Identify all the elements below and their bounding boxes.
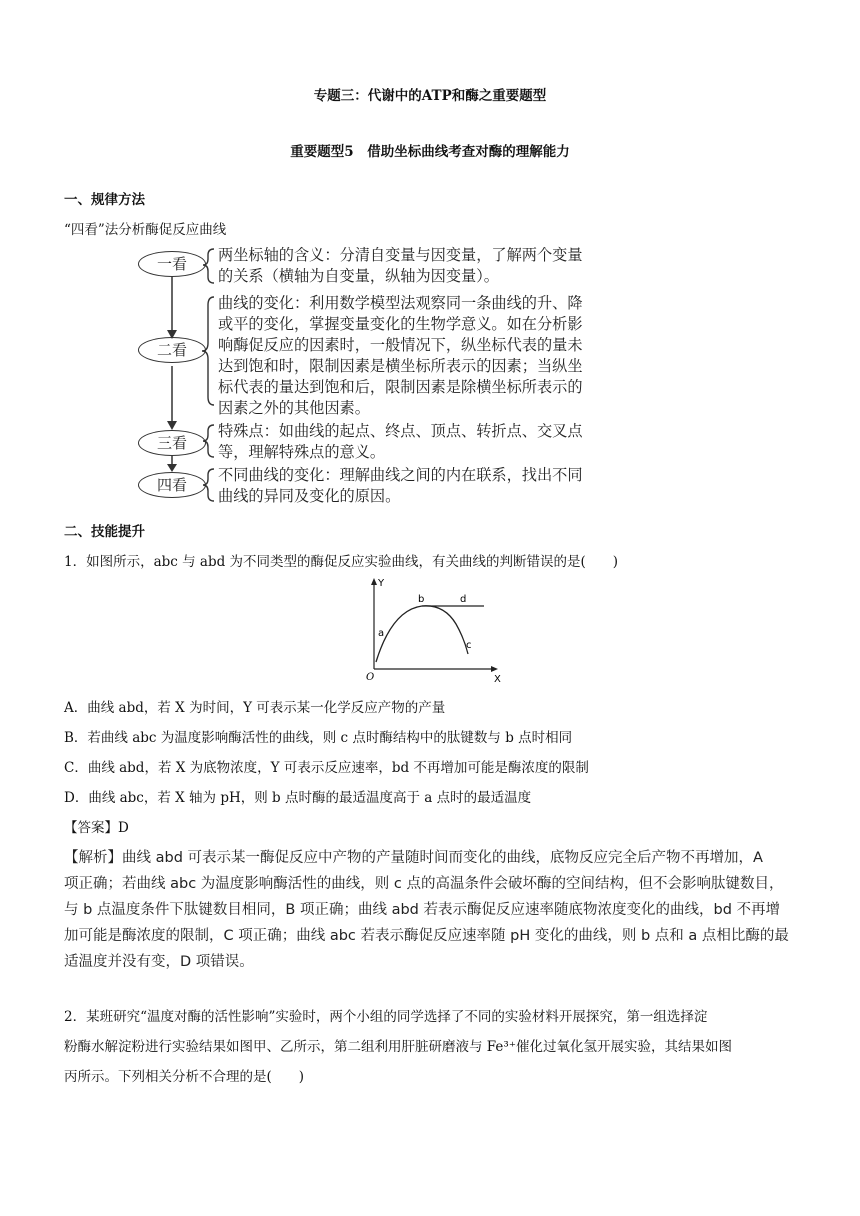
q2-line: 粉酶水解淀粉进行实验结果如图甲、乙所示，第二组利用肝脏研磨液与 Fe³⁺催化过氧化氢开展实验，其结果如图 — [64, 1039, 732, 1055]
option-b: B．若曲线 abc 为温度影响酶活性的曲线，则 c 点时酶结构中的肽键数与 b 点时相同 — [64, 730, 573, 746]
step-3-line: 等，理解特殊点的意义。 — [218, 443, 386, 461]
q1-stem: 1．如图所示，abc 与 abd 为不同类型的酶促反应实验曲线，有关曲线的判断错误的是( ) — [64, 554, 619, 570]
explanation-line: 与 b 点温度条件下肽键数目相同，B 项正确；曲线 abd 若表示酶促反应速率随底物浓度变化的曲线，bd 不再增 — [64, 902, 781, 918]
section1-heading: 一、规律方法 — [64, 192, 145, 208]
q2-stem — [64, 1002, 732, 1092]
y-axis-arrowhead — [371, 578, 377, 585]
step-3-line: 特殊点：如曲线的起点、终点、顶点、转折点、交叉点 — [218, 422, 583, 440]
q1-answer: 【答案】D — [64, 820, 129, 836]
four-look-flowchart — [136, 245, 726, 507]
step-2-line: 响酶促反应的因素时，一般情况下，纵坐标代表的量未 — [218, 336, 583, 354]
graph-label-b: b — [418, 594, 425, 605]
option-c: C．曲线 abd，若 X 为底物浓度，Y 可表示反应速率，bd 不再增加可能是酶浓度的限制 — [64, 760, 589, 776]
step-2-line: 曲线的变化：利用数学模型法观察同一条曲线的升、降 — [218, 294, 583, 312]
step-2-line: 因素之外的其他因素。 — [218, 399, 370, 417]
step-text-4 — [218, 465, 583, 507]
q2-line: 丙所示。下列相关分析不合理的是( ) — [64, 1069, 305, 1085]
arrow-head-2 — [167, 421, 177, 430]
explanation-line: 加可能是酶浓度的限制，C 项正确；曲线 abc 若表示酶促反应速率随 pH 变化的曲线，则 b 点和 a 点相比酶的最 — [64, 928, 789, 944]
step-text-3 — [218, 421, 583, 463]
option-d: D．曲线 abc，若 X 轴为 pH，则 b 点时酶的最适温度高于 a 点时的最适温度 — [64, 790, 532, 806]
x-axis-arrowhead — [491, 666, 498, 672]
section2-heading: 二、技能提升 — [64, 524, 145, 540]
graph-label-a: a — [378, 628, 385, 639]
graph-label-c: c — [466, 640, 472, 651]
step-1-line: 的关系（横轴为自变量，纵轴为因变量）。 — [218, 267, 499, 285]
page-title: 专题三：代谢中的ATP和酶之重要题型 — [313, 88, 547, 104]
step-text-2 — [218, 293, 583, 419]
option-a: A．曲线 abd，若 X 为时间，Y 可表示某一化学反应产物的产量 — [64, 700, 446, 716]
graph-label-x: X — [494, 674, 501, 684]
step-text-1 — [218, 245, 583, 287]
explanation-line: 项正确；若曲线 abc 为温度影响酶活性的曲线，则 c 点的高温条件会破坏酶的空间结构，但不会影响肽键数目， — [64, 876, 784, 892]
q1-curve-graph — [364, 574, 504, 684]
graph-label-y: Y — [378, 578, 385, 589]
step-oval-1: 一看 — [138, 251, 206, 277]
q1-explanation — [64, 845, 804, 975]
explanation-line: 适温度并没有变，D 项错误。 — [64, 954, 254, 970]
section1-intro: “四看”法分析酶促反应曲线 — [64, 222, 227, 238]
step-4-line: 不同曲线的变化：理解曲线之间的内在联系，找出不同 — [218, 466, 583, 484]
step-2-line: 达到饱和时，限制因素是横坐标所表示的因素；当纵坐 — [218, 357, 583, 375]
q2-line: 2．某班研究“温度对酶的活性影响”实验时，两个小组的同学选择了不同的实验材料开展探究，第一组选择淀 — [64, 1009, 708, 1025]
curve-abc — [376, 606, 468, 662]
step-2-line: 或平的变化，掌握变量变化的生物学意义。如在分析影 — [218, 315, 583, 333]
graph-label-d: d — [460, 594, 467, 605]
step-oval-3: 三看 — [138, 430, 206, 456]
arrow-head-3 — [167, 464, 177, 472]
step-1-line: 两坐标轴的含义：分清自变量与因变量，了解两个变量 — [218, 246, 583, 264]
step-4-line: 曲线的异同及变化的原因。 — [218, 487, 401, 505]
step-2-line: 标代表的量达到饱和后，限制因素是除横坐标所表示的 — [218, 378, 583, 396]
step-oval-4: 四看 — [138, 472, 206, 498]
step-oval-2: 二看 — [138, 337, 206, 363]
graph-label-origin: O — [366, 672, 375, 683]
page-subtitle: 重要题型5 借助坐标曲线考查对酶的理解能力 — [290, 144, 570, 160]
explanation-line: 【解析】曲线 abd 可表示某一酶促反应中产物的产量随时间而变化的曲线，底物反应完全后产物不再增加，A — [64, 850, 763, 866]
